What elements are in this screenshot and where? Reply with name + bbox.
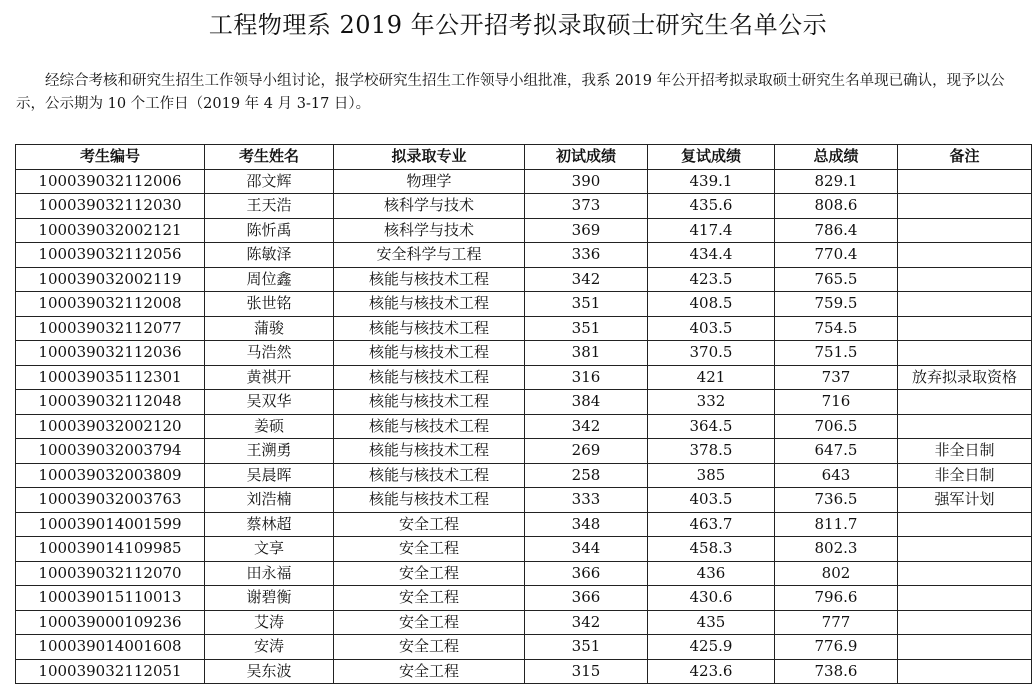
cell-remarks	[898, 390, 1032, 415]
cell-retest-score: 436	[648, 561, 775, 586]
cell-candidate-id: 100039032003809	[16, 463, 205, 488]
cell-candidate-id: 100039032112030	[16, 194, 205, 219]
cell-candidate-name: 周位鑫	[205, 267, 334, 292]
table-row	[16, 561, 1032, 586]
cell-preliminary-score: 316	[525, 365, 648, 390]
cell-preliminary-score: 315	[525, 659, 648, 684]
cell-candidate-id: 100039032003794	[16, 439, 205, 464]
table-row	[16, 243, 1032, 268]
cell-major: 核能与核技术工程	[334, 316, 525, 341]
cell-retest-score: 458.3	[648, 537, 775, 562]
cell-candidate-id: 100039014001599	[16, 512, 205, 537]
admission-list-table	[15, 144, 1032, 684]
header-remarks: 备注	[898, 145, 1032, 170]
cell-preliminary-score: 366	[525, 586, 648, 611]
cell-candidate-name: 吴晨晖	[205, 463, 334, 488]
cell-retest-score: 423.5	[648, 267, 775, 292]
cell-candidate-id: 100039014109985	[16, 537, 205, 562]
cell-candidate-id: 100039032002120	[16, 414, 205, 439]
cell-major: 核科学与技术	[334, 194, 525, 219]
cell-total-score: 777	[775, 610, 898, 635]
cell-remarks	[898, 316, 1032, 341]
cell-remarks	[898, 414, 1032, 439]
cell-remarks	[898, 610, 1032, 635]
table-row	[16, 512, 1032, 537]
cell-remarks	[898, 537, 1032, 562]
cell-remarks	[898, 586, 1032, 611]
cell-candidate-id: 100039032112077	[16, 316, 205, 341]
cell-remarks	[898, 243, 1032, 268]
cell-retest-score: 425.9	[648, 635, 775, 660]
table-row	[16, 488, 1032, 513]
table-header-row	[16, 145, 1032, 170]
cell-preliminary-score: 342	[525, 610, 648, 635]
cell-remarks	[898, 341, 1032, 366]
cell-retest-score: 378.5	[648, 439, 775, 464]
cell-retest-score: 364.5	[648, 414, 775, 439]
table-row	[16, 316, 1032, 341]
cell-retest-score: 408.5	[648, 292, 775, 317]
cell-major: 核能与核技术工程	[334, 267, 525, 292]
cell-preliminary-score: 384	[525, 390, 648, 415]
cell-remarks: 非全日制	[898, 439, 1032, 464]
cell-preliminary-score: 336	[525, 243, 648, 268]
cell-preliminary-score: 258	[525, 463, 648, 488]
cell-total-score: 811.7	[775, 512, 898, 537]
table-row	[16, 635, 1032, 660]
cell-preliminary-score: 269	[525, 439, 648, 464]
cell-candidate-id: 100039032112070	[16, 561, 205, 586]
cell-major: 核能与核技术工程	[334, 292, 525, 317]
cell-major: 核能与核技术工程	[334, 414, 525, 439]
cell-major: 核能与核技术工程	[334, 341, 525, 366]
cell-remarks	[898, 267, 1032, 292]
cell-remarks	[898, 635, 1032, 660]
cell-total-score: 754.5	[775, 316, 898, 341]
table-row	[16, 341, 1032, 366]
cell-major: 安全工程	[334, 586, 525, 611]
cell-remarks: 非全日制	[898, 463, 1032, 488]
table-row	[16, 659, 1032, 684]
cell-retest-score: 463.7	[648, 512, 775, 537]
cell-total-score: 796.6	[775, 586, 898, 611]
cell-candidate-id: 100039035112301	[16, 365, 205, 390]
cell-major: 安全工程	[334, 659, 525, 684]
cell-candidate-id: 100039032112036	[16, 341, 205, 366]
cell-remarks	[898, 512, 1032, 537]
cell-major: 安全工程	[334, 537, 525, 562]
cell-total-score: 808.6	[775, 194, 898, 219]
cell-major: 核能与核技术工程	[334, 390, 525, 415]
cell-major: 核能与核技术工程	[334, 463, 525, 488]
cell-candidate-id: 100039032003763	[16, 488, 205, 513]
cell-retest-score: 421	[648, 365, 775, 390]
cell-remarks	[898, 218, 1032, 243]
cell-retest-score: 403.5	[648, 488, 775, 513]
table-row	[16, 586, 1032, 611]
cell-total-score: 776.9	[775, 635, 898, 660]
cell-candidate-id: 100039032002121	[16, 218, 205, 243]
cell-candidate-name: 吴东波	[205, 659, 334, 684]
cell-preliminary-score: 342	[525, 267, 648, 292]
header-retest-score: 复试成绩	[648, 145, 775, 170]
cell-major: 核能与核技术工程	[334, 439, 525, 464]
table-row	[16, 218, 1032, 243]
cell-major: 安全工程	[334, 561, 525, 586]
cell-candidate-id: 100039032112008	[16, 292, 205, 317]
cell-major: 核能与核技术工程	[334, 488, 525, 513]
header-candidate-id: 考生编号	[16, 145, 205, 170]
cell-total-score: 786.4	[775, 218, 898, 243]
table-row	[16, 194, 1032, 219]
cell-retest-score: 370.5	[648, 341, 775, 366]
cell-candidate-name: 张世铭	[205, 292, 334, 317]
cell-candidate-id: 100039032112051	[16, 659, 205, 684]
cell-preliminary-score: 342	[525, 414, 648, 439]
cell-preliminary-score: 366	[525, 561, 648, 586]
cell-candidate-id: 100039032112048	[16, 390, 205, 415]
cell-retest-score: 403.5	[648, 316, 775, 341]
table-row	[16, 169, 1032, 194]
cell-total-score: 736.5	[775, 488, 898, 513]
cell-candidate-name: 王天浩	[205, 194, 334, 219]
intro-paragraph: 经综合考核和研究生招生工作领导小组讨论，报学校研究生招生工作领导小组批准，我系 2019 年公开招考拟录取硕士研究生名单现已确认，现予以公示，公示期为 10 个工作日（2019 年 4 月 3-17 日）。	[16, 73, 1005, 112]
cell-preliminary-score: 344	[525, 537, 648, 562]
table-row	[16, 537, 1032, 562]
cell-total-score: 647.5	[775, 439, 898, 464]
cell-retest-score: 385	[648, 463, 775, 488]
table-row	[16, 610, 1032, 635]
cell-candidate-id: 100039015110013	[16, 586, 205, 611]
table-row	[16, 463, 1032, 488]
cell-remarks: 放弃拟录取资格	[898, 365, 1032, 390]
table-row	[16, 292, 1032, 317]
cell-candidate-name: 姜硕	[205, 414, 334, 439]
cell-preliminary-score: 351	[525, 292, 648, 317]
cell-candidate-name: 田永福	[205, 561, 334, 586]
cell-major: 安全工程	[334, 512, 525, 537]
table-row	[16, 390, 1032, 415]
cell-candidate-name: 吴双华	[205, 390, 334, 415]
cell-preliminary-score: 333	[525, 488, 648, 513]
cell-candidate-id: 100039032002119	[16, 267, 205, 292]
cell-total-score: 802.3	[775, 537, 898, 562]
cell-retest-score: 332	[648, 390, 775, 415]
cell-candidate-name: 陈忻禹	[205, 218, 334, 243]
page-title: 工程物理系 2019 年公开招考拟录取硕士研究生名单公示	[208, 11, 828, 39]
cell-candidate-id: 100039000109236	[16, 610, 205, 635]
cell-major: 核能与核技术工程	[334, 365, 525, 390]
table-row	[16, 267, 1032, 292]
cell-total-score: 802	[775, 561, 898, 586]
cell-candidate-name: 邵文辉	[205, 169, 334, 194]
header-total-score: 总成绩	[775, 145, 898, 170]
cell-remarks	[898, 292, 1032, 317]
cell-retest-score: 434.4	[648, 243, 775, 268]
table-row	[16, 414, 1032, 439]
cell-total-score: 716	[775, 390, 898, 415]
cell-retest-score: 439.1	[648, 169, 775, 194]
table-row	[16, 439, 1032, 464]
header-preliminary-score: 初试成绩	[525, 145, 648, 170]
cell-candidate-name: 文享	[205, 537, 334, 562]
cell-total-score: 759.5	[775, 292, 898, 317]
cell-preliminary-score: 351	[525, 316, 648, 341]
cell-remarks	[898, 659, 1032, 684]
cell-candidate-name: 马浩然	[205, 341, 334, 366]
cell-total-score: 738.6	[775, 659, 898, 684]
cell-total-score: 643	[775, 463, 898, 488]
cell-preliminary-score: 373	[525, 194, 648, 219]
cell-retest-score: 430.6	[648, 586, 775, 611]
cell-retest-score: 417.4	[648, 218, 775, 243]
cell-major: 核科学与技术	[334, 218, 525, 243]
header-candidate-name: 考生姓名	[205, 145, 334, 170]
cell-candidate-id: 100039032112056	[16, 243, 205, 268]
cell-candidate-name: 谢碧衡	[205, 586, 334, 611]
cell-candidate-name: 蔡林超	[205, 512, 334, 537]
cell-candidate-name: 陈敏泽	[205, 243, 334, 268]
cell-major: 物理学	[334, 169, 525, 194]
header-major: 拟录取专业	[334, 145, 525, 170]
cell-major: 安全工程	[334, 610, 525, 635]
cell-total-score: 751.5	[775, 341, 898, 366]
cell-candidate-name: 黄祺开	[205, 365, 334, 390]
cell-retest-score: 423.6	[648, 659, 775, 684]
cell-remarks	[898, 169, 1032, 194]
cell-preliminary-score: 351	[525, 635, 648, 660]
cell-candidate-name: 蒲骏	[205, 316, 334, 341]
cell-total-score: 737	[775, 365, 898, 390]
cell-total-score: 765.5	[775, 267, 898, 292]
cell-retest-score: 435	[648, 610, 775, 635]
cell-major: 安全工程	[334, 635, 525, 660]
cell-candidate-id: 100039032112006	[16, 169, 205, 194]
cell-preliminary-score: 381	[525, 341, 648, 366]
cell-total-score: 706.5	[775, 414, 898, 439]
cell-candidate-name: 刘浩楠	[205, 488, 334, 513]
cell-retest-score: 435.6	[648, 194, 775, 219]
cell-total-score: 770.4	[775, 243, 898, 268]
cell-remarks	[898, 561, 1032, 586]
cell-preliminary-score: 390	[525, 169, 648, 194]
cell-remarks	[898, 194, 1032, 219]
cell-major: 安全科学与工程	[334, 243, 525, 268]
cell-preliminary-score: 348	[525, 512, 648, 537]
cell-total-score: 829.1	[775, 169, 898, 194]
table-row	[16, 365, 1032, 390]
cell-candidate-name: 艾涛	[205, 610, 334, 635]
cell-preliminary-score: 369	[525, 218, 648, 243]
cell-remarks: 强军计划	[898, 488, 1032, 513]
cell-candidate-id: 100039014001608	[16, 635, 205, 660]
cell-candidate-name: 安涛	[205, 635, 334, 660]
cell-candidate-name: 王溯勇	[205, 439, 334, 464]
